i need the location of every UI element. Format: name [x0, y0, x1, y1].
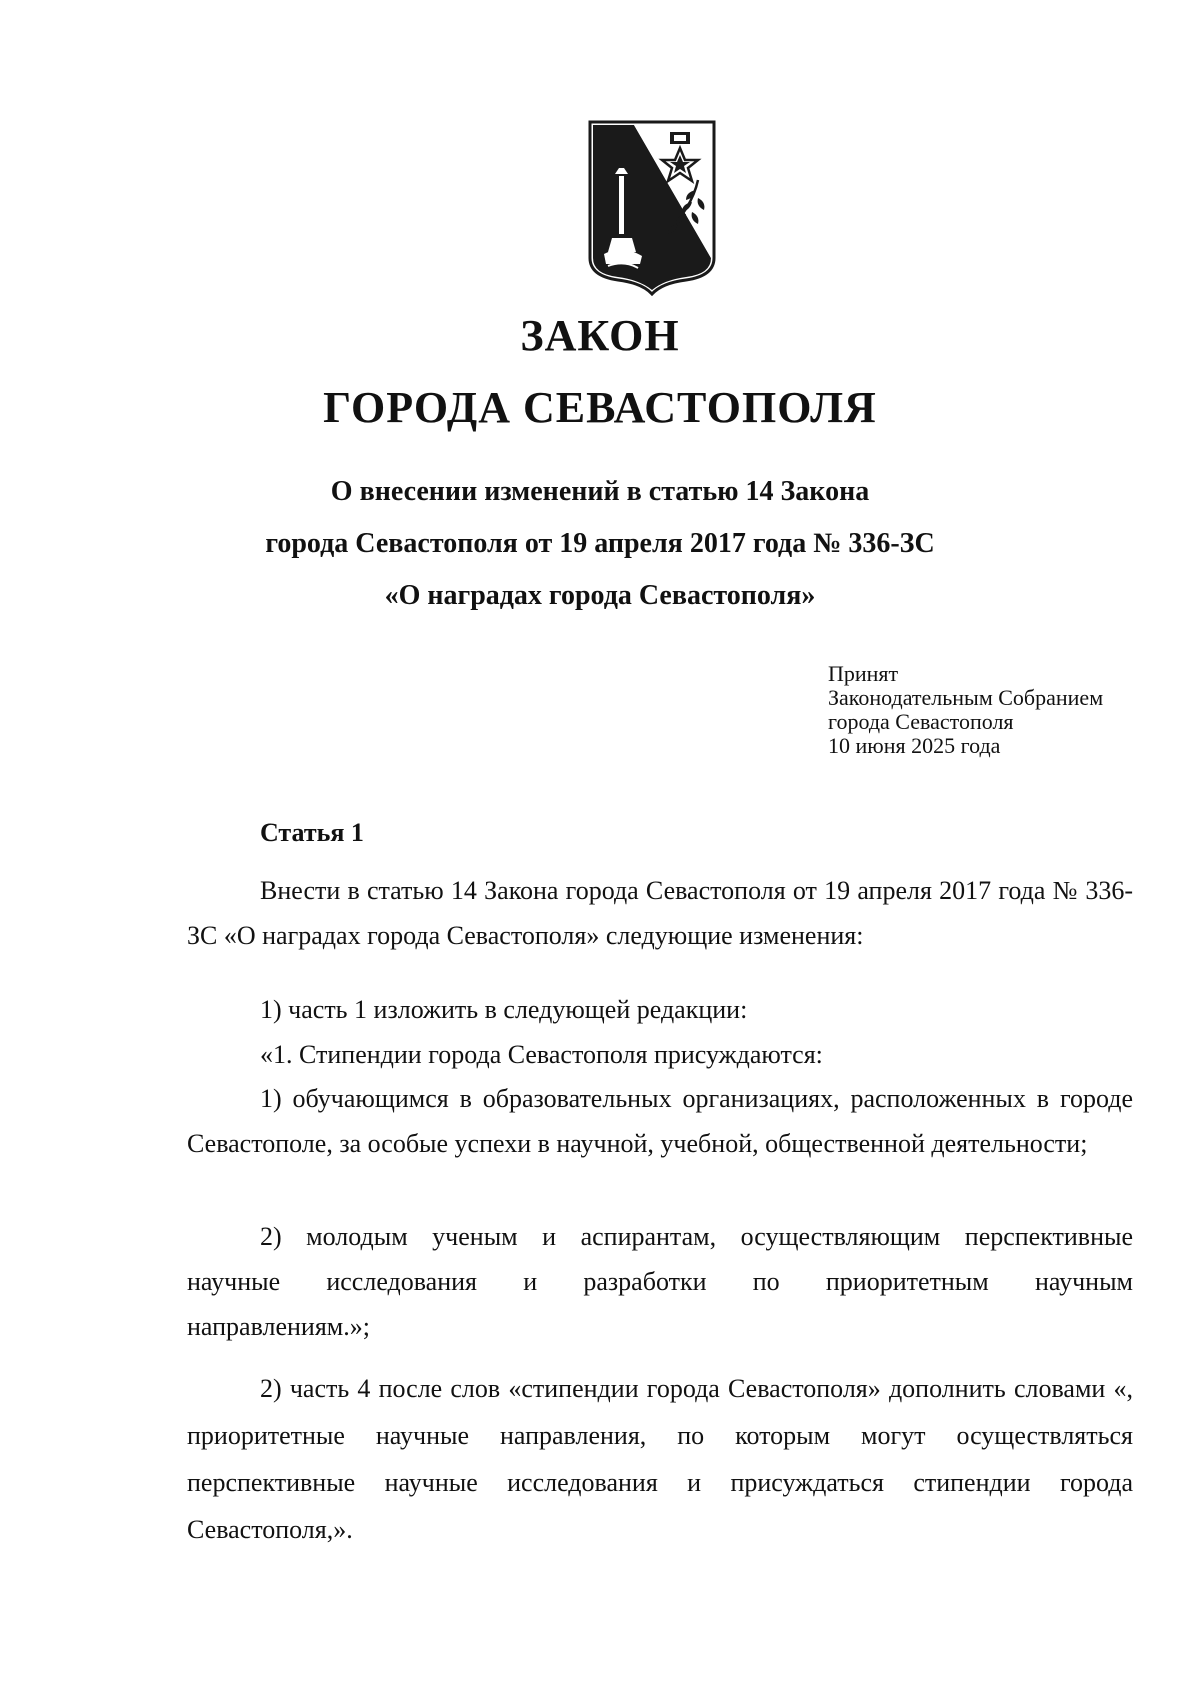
paragraph-quote-start: «1. Стипендии города Севастополя присуждаются: — [260, 1040, 823, 1069]
paragraph-sub-1: 1) обучающимся в образовательных организациях, расположенных в городе Севастополе, за особые успехи в научной, учебной, общественной деятельности; — [187, 1084, 1133, 1158]
adoption-date: 10 июня 2025 года — [828, 733, 1001, 758]
paragraph-item-1: 1) часть 1 изложить в следующей редакции: — [260, 995, 748, 1024]
article-heading: Статья 1 — [260, 818, 364, 847]
paragraph-sub-2 — [187, 1214, 1133, 1349]
subtitle-line-3: «О наградах города Севастополя» — [384, 580, 816, 611]
subtitle-line-2: города Севастополя от 19 апреля 2017 года № 336-ЗС — [265, 528, 935, 559]
law-subtitle — [0, 466, 1200, 622]
law-title-city: ГОРОДА СЕВАСТОПОЛЯ — [323, 383, 877, 432]
adoption-note — [828, 662, 1103, 758]
paragraph-item-2: 2) часть 4 после слов «стипендии города Севастополя» дополнить словами «, приоритетные научные направления, по которым могут осуществляться перспективные научные исследования и присуждаться стипендии города Севастополя,». — [187, 1374, 1133, 1544]
sub-2-line-2: научные исследования и разработки по приоритетным научным — [187, 1267, 1133, 1296]
sevastopol-coat-of-arms-icon — [586, 118, 718, 296]
adoption-line-1: Принят — [828, 661, 899, 686]
sub-2-line-3: направлениям.»; — [187, 1312, 370, 1341]
subtitle-line-1: О внесении изменений в статью 14 Закона — [330, 476, 870, 507]
sub-2-line-1: 2) молодым ученым и аспирантам, осуществляющим перспективные — [260, 1222, 1133, 1251]
paragraph-intro: Внести в статью 14 Закона города Севастополя от 19 апреля 2017 года № 336-ЗС «О наградах города Севастополя» следующие изменения: — [187, 876, 1133, 950]
law-title: ЗАКОН — [520, 311, 680, 360]
adoption-line-2: Законодательным Собранием — [828, 685, 1104, 710]
adoption-line-3: города Севастополя — [828, 709, 1014, 734]
